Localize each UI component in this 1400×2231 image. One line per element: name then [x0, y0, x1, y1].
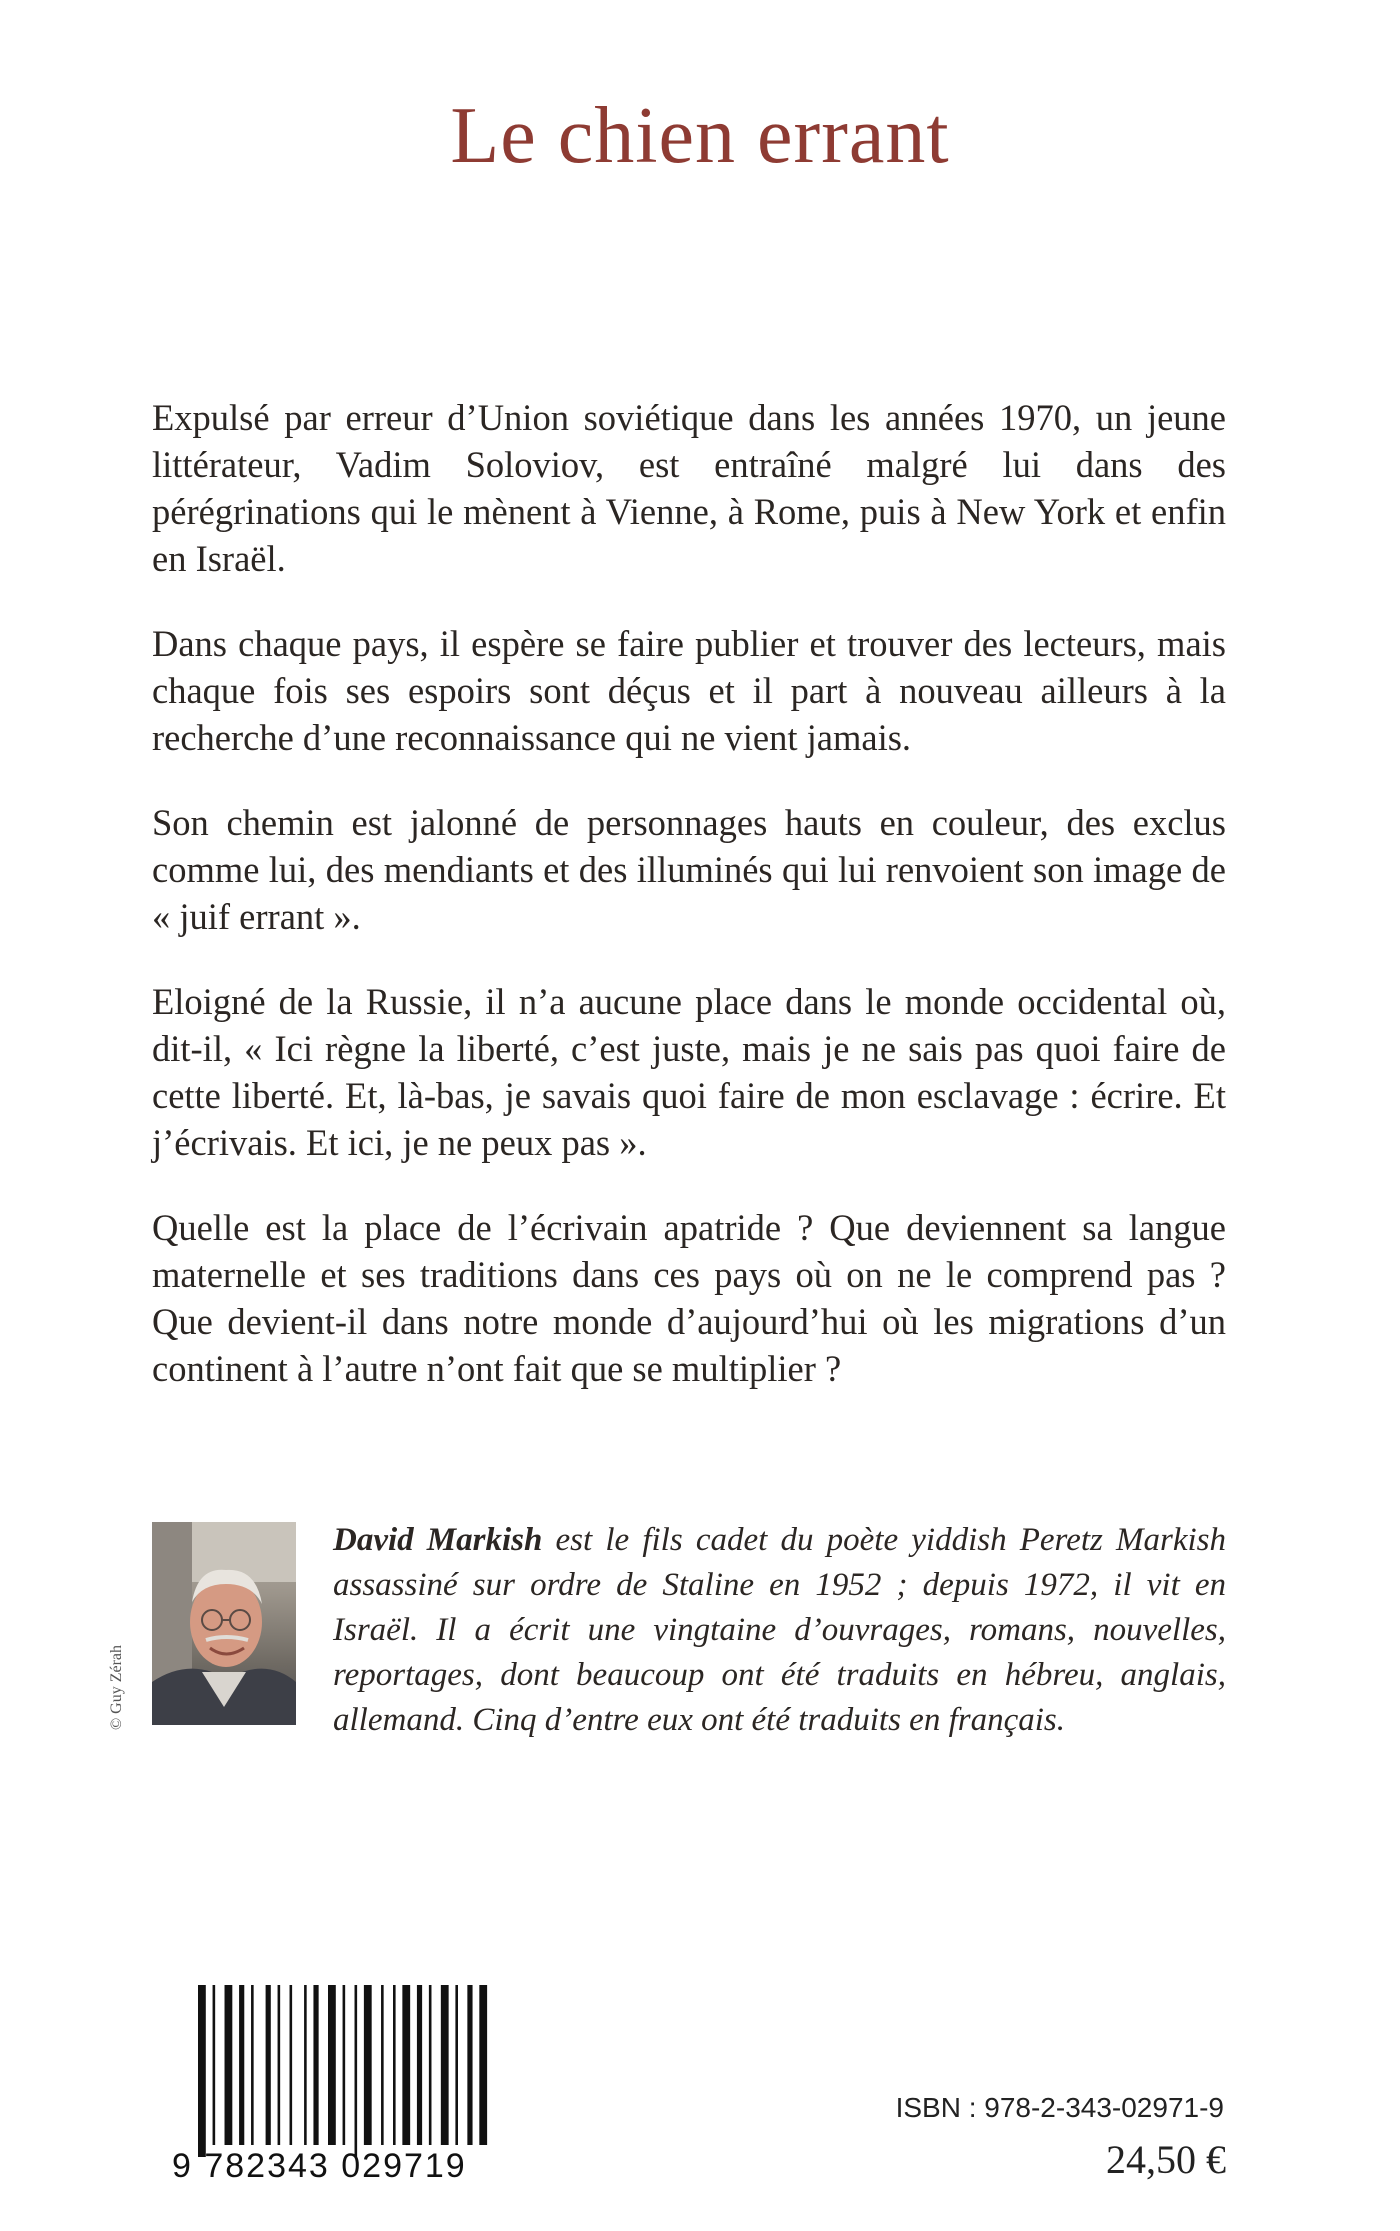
barcode-bar	[198, 1985, 206, 2157]
blurb-paragraph: Son chemin est jalonné de personnages hauts en couleur, des exclus comme lui, des mendiants et des illuminés qui lui renvoient son image de « juif errant ».	[152, 802, 1226, 937]
barcode-bar	[343, 1985, 346, 2145]
book-title: Le chien errant	[450, 92, 950, 180]
barcode-bar	[364, 1985, 372, 2145]
barcode-digits: 9 782343 029719	[172, 2147, 467, 2185]
barcode-bar	[266, 1985, 271, 2145]
barcode-bar	[417, 1985, 422, 2145]
blurb-paragraph: Eloigné de la Russie, il n’a aucune place dans le monde occidental où, dit-il, « Ici règne la liberté, c’est juste, mais je ne sais pas quoi faire de cette liberté. Et, là-bas, je savais quoi faire de mon esclavage : écrire. Et j’écrivais. Et ici, je ne peux pas ».	[152, 981, 1226, 1163]
author-name: David Markish	[333, 1522, 543, 1558]
barcode-bar	[251, 1985, 254, 2145]
barcode-bar	[355, 1985, 358, 2157]
barcode-bar	[402, 1985, 410, 2145]
barcode-bar	[278, 1985, 281, 2145]
barcode-bar	[381, 1985, 384, 2145]
barcode-bar	[328, 1985, 336, 2145]
blurb-paragraph: Expulsé par erreur d’Union soviétique dans les années 1970, un jeune littérateur, Vadim Soloviov, est entraîné malgré lui dans des pérégrinations qui le mènent à Vienne, à Rome, puis à New York et enfin en Israël.	[152, 397, 1226, 579]
barcode-bar	[313, 1985, 318, 2145]
barcode-bar	[290, 1985, 293, 2145]
barcode-bar	[393, 1985, 396, 2145]
barcode-bar	[467, 1985, 472, 2145]
price: 24,50 €	[1106, 2137, 1226, 2182]
back-cover-blurb	[152, 394, 1226, 1430]
barcode-bar	[455, 1985, 458, 2145]
barcode-bar	[304, 1985, 307, 2145]
barcode-bar	[479, 1985, 487, 2145]
blurb-paragraph: Quelle est la place de l’écrivain apatride ? Que deviennent sa langue maternelle et ses traditions dans ces pays où on ne le comprend pas ? Que devient-il dans notre monde d’aujourd’hui où les migrations d’un continent à l’autre n’ont fait que se multiplier ?	[152, 1207, 1226, 1389]
isbn-number: ISBN : 978-2-343-02971-9	[895, 2092, 1224, 2123]
barcode-bar	[429, 1985, 432, 2145]
barcode-bar	[225, 1985, 233, 2145]
author-bio	[333, 1518, 1226, 1743]
author-bio-text: est le fils cadet du poète yiddish Peretz Markish assassiné sur ordre de Staline en 1952 ; depuis 1972, il vit en Israël. Il a écrit une vingtaine d’ouvrages, romans, nouvelles, reportages, dont beaucoup ont été traduits en hébreu, anglais, allemand. Cinq d’entre eux ont été traduits en français.	[333, 1522, 1226, 1738]
author-portrait-icon	[152, 1522, 296, 1725]
blurb-paragraph: Dans chaque pays, il espère se faire publier et trouver des lecteurs, mais chaque fois ses espoirs sont déçus et il part à nouveau ailleurs à la recherche d’une reconnaissance qui ne vient jamais.	[152, 623, 1226, 758]
barcode-bars-icon	[198, 1985, 488, 2157]
barcode-bar	[239, 1985, 244, 2145]
photo-credit: © Guy Zérah	[108, 1644, 125, 1730]
barcode-bar	[213, 1985, 216, 2145]
barcode-bar	[441, 1985, 449, 2145]
isbn-barcode	[172, 1985, 488, 2185]
author-photo	[152, 1522, 296, 1725]
